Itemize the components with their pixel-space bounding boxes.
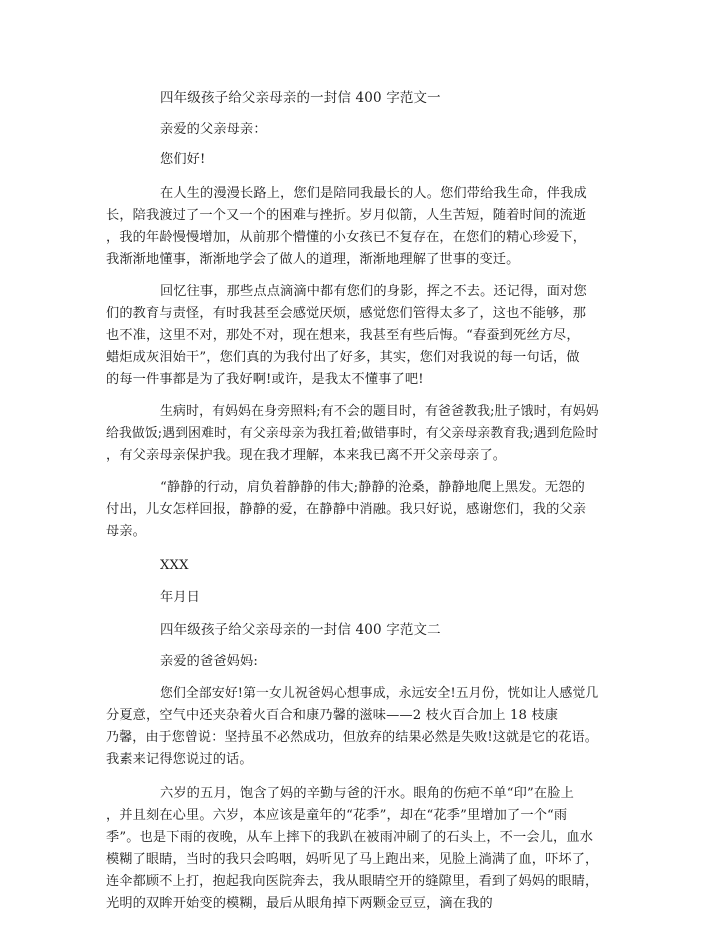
paragraph-line: 在人生的漫漫长路上，您们是陪同我最长的人。您们带给我生命，伴我成: [160, 186, 587, 201]
paragraph-line: 付出，儿女怎样回报，静静的爱，在静静中消融。我只好说，感谢您们，我的父亲: [106, 502, 587, 517]
paragraph-line: 的每一件事都是为了我好啊!或许，是我太不懂事了吧!: [106, 372, 424, 387]
letter1-salutation: 亲爱的父亲母亲：: [160, 122, 267, 137]
paragraph-line: 长，陪我渡过了一个又一个的困难与挫折。岁月似箭，人生苦短，随着时间的流逝: [106, 208, 587, 223]
paragraph-line: 也不准，这里不对，那处不对，现在想来，我甚至有些后悔。“春蚕到死丝方尽，: [106, 328, 580, 343]
paragraph-line: 给我做饭;遇到困难时，有父亲母亲为我扛着;做错事时，有父亲母亲教育我;遇到危险时: [106, 426, 599, 441]
paragraph-line: 生病时，有妈妈在身旁照料;有不会的题目时，有爸爸教我;肚子饿时，有妈妈: [160, 404, 599, 419]
letter1-greeting: 您们好!: [160, 152, 206, 167]
letter1-signature: XXX: [160, 558, 189, 573]
paragraph-line: 们的教育与责怪，有时我甚至会感觉厌烦，感觉您们管得太多了，这也不能够，那: [106, 306, 587, 321]
paragraph-line: 分夏意，空气中还夹杂着火百合和康乃馨的滋味——2 枝火百合加上 18 枝康: [106, 708, 559, 723]
paragraph-line: 蜡炬成灰泪始干”，您们真的为我付出了好多，其实，您们对我说的每一句话，做: [106, 350, 580, 365]
paragraph-line: 连伞都顾不上打，抱起我向医院奔去，我从眼睛空开的缝隙里，看到了妈妈的眼睛，: [106, 874, 599, 889]
paragraph-line: 回忆往事，那些点点滴滴中都有您们的身影，挥之不去。还记得，面对您: [160, 284, 587, 299]
paragraph-line: 母亲。: [106, 524, 147, 539]
letter2-title: 四年级孩子给父亲母亲的一封信 400 字范文二: [160, 622, 441, 638]
letter2-salutation: 亲爱的爸爸妈妈:: [160, 654, 258, 669]
paragraph-line: ，我的年龄慢慢增加，从前那个懵懂的小女孩已不复存在，在您们的精心珍爱下，: [106, 230, 587, 245]
letter1-title: 四年级孩子给父亲母亲的一封信 400 字范文一: [160, 90, 441, 106]
paragraph-line: 六岁的五月，饱含了妈的辛勤与爸的汗水。眼角的伤疤不单“印”在脸上: [160, 786, 574, 801]
paragraph-line: 光明的双眸开始变的模糊，最后从眼角掉下两颗金豆豆，滴在我的: [106, 896, 493, 911]
paragraph-line: ，有父亲母亲保护我。现在我才理解，本来我已离不开父亲母亲了。: [106, 448, 507, 463]
paragraph-line: 您们全部安好!第一女儿祝爸妈心想事成，永远安全!五月份，恍如让人感觉几: [160, 686, 599, 701]
paragraph-line: 乃馨，由于您曾说：坚持虽不必然成功，但放弃的结果必然是失败!这就是它的花语。: [106, 730, 598, 745]
paragraph-line: 我渐渐地懂事，渐渐地学会了做人的道理，渐渐地理解了世事的变迁。: [106, 252, 520, 267]
letter1-date: 年月日: [160, 590, 201, 605]
paragraph-line: 我素来记得您说过的话。: [106, 752, 253, 767]
paragraph-line: ，并且刻在心里。六岁，本应该是童年的“花季”，却在“花季”里增加了一个“雨: [106, 808, 568, 823]
paragraph-line: 模糊了眼睛，当时的我只会呜咽，妈听见了马上跑出来，见脸上淌满了血，吓坏了，: [106, 852, 599, 867]
paragraph-line: 季”。也是下雨的夜晚，从车上摔下的我趴在被雨冲刷了的石头上，不一会儿，血水: [106, 830, 594, 845]
paragraph-line: “静静的行动，肩负着静静的伟大;静静的沧桑，静静地爬上黑发。无怨的: [160, 480, 585, 495]
